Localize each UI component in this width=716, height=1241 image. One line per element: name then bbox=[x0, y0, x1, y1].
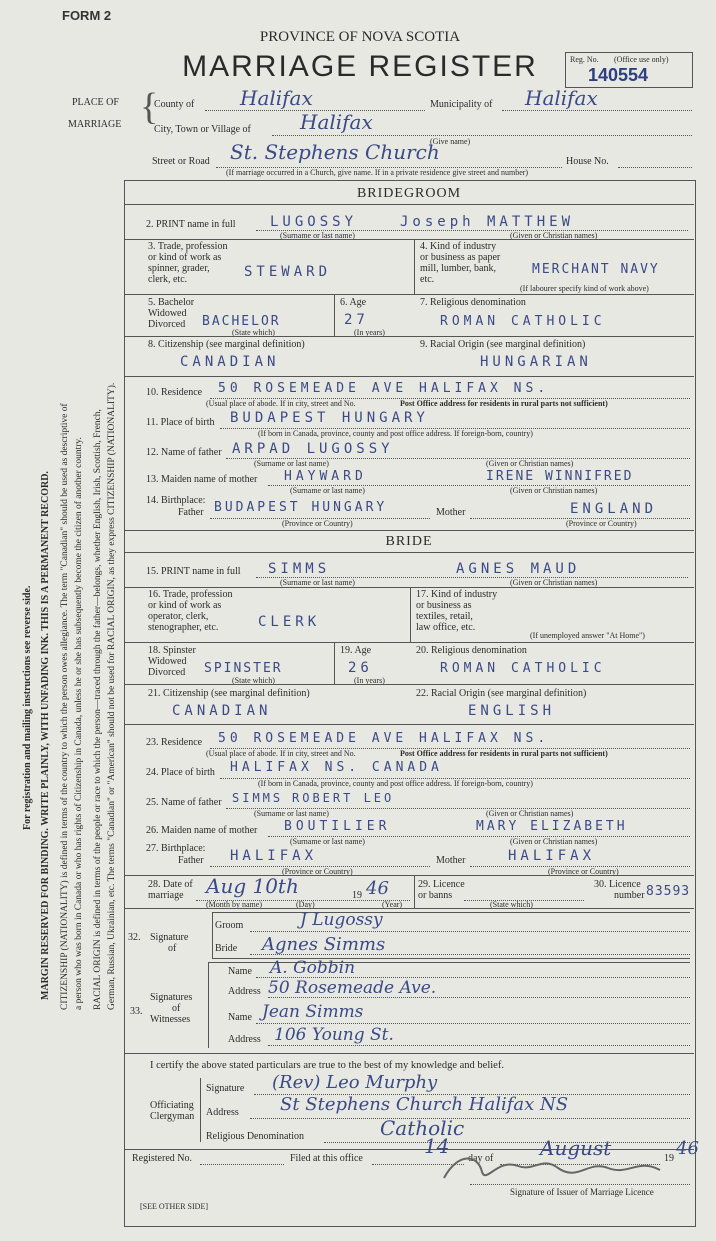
bride-trade-value: CLERK bbox=[258, 614, 321, 630]
bride-given: AGNES MAUD bbox=[456, 561, 581, 577]
groom-industry-value: MERCHANT NAVY bbox=[532, 262, 660, 277]
groom-birth-value: BUDAPEST HUNGARY bbox=[230, 410, 429, 426]
bride-residence-caption: (Usual place of abode. If in city, street and No. bbox=[206, 749, 356, 758]
date-label: 28. Date of bbox=[148, 879, 193, 890]
groom-surname-caption: (Surname or last name) bbox=[280, 231, 355, 240]
groom-residence-caption-b: Post Office address for residents in rural parts not sufficient) bbox=[400, 399, 608, 408]
groom-birth-caption: (If born in Canada, province, county and post office address. If foreign-born, country) bbox=[258, 429, 533, 438]
bride-birth-value: HALIFAX NS. CANADA bbox=[230, 760, 443, 775]
bride-bp-caption-m: (Province or Country) bbox=[548, 867, 619, 876]
margin-line-4: a person who was born in Canada or who has rights of Citizenship in Canada, unless he or she has subsequently become the citizen of another country. bbox=[74, 437, 84, 1010]
margin-line-1: For registration and mailing instructions see reverse side. bbox=[22, 585, 33, 830]
groom-signature: J Lugossy bbox=[300, 910, 383, 930]
groom-mother-caption-s: (Surname or last name) bbox=[290, 486, 365, 495]
municipality-label: Municipality of bbox=[430, 99, 493, 110]
groom-industry-label: 4. Kind of industry or business as paper mill, lumber, bank, etc. bbox=[420, 241, 501, 285]
bride-father-surname: SIMMS bbox=[232, 791, 284, 805]
groom-age-value: 27 bbox=[344, 312, 369, 328]
margin-line-2: MARGIN RESERVED FOR BINDING. WRITE PLAINLY, WITH UNFADING INK. THIS IS A PERMANENT RECORD. bbox=[40, 471, 51, 1000]
w1-address: 50 Rosemeade Ave. bbox=[268, 978, 437, 998]
groom-age-caption: (In years) bbox=[354, 328, 385, 337]
groom-racial-value: HUNGARIAN bbox=[480, 354, 592, 370]
w2-name: Jean Simms bbox=[262, 1002, 364, 1022]
wit-label-3: Witnesses bbox=[150, 1014, 191, 1025]
bride-signature: Agnes Simms bbox=[262, 934, 386, 955]
groom-industry-note: (If labourer specify kind of work above) bbox=[520, 284, 649, 293]
wit-label-2: of bbox=[172, 1003, 181, 1014]
w1-name: A. Gobbin bbox=[270, 958, 356, 978]
groom-trade-value: STEWARD bbox=[244, 264, 332, 280]
bride-bp-father: HALIFAX bbox=[230, 848, 318, 864]
clergy-address: St Stephens Church Halifax NS bbox=[280, 1094, 569, 1115]
groom-status-label: 5. Bachelor Widowed Divorced bbox=[148, 297, 195, 330]
w2-name-label: Name bbox=[228, 1012, 252, 1023]
registered-year-prefix: 19 bbox=[664, 1153, 674, 1164]
groom-status-value: BACHELOR bbox=[202, 314, 281, 329]
street-note: (If marriage occurred in a Church, give name. If in a private residence give street and number) bbox=[226, 168, 529, 177]
reg-label: Reg. No. bbox=[570, 55, 599, 64]
bride-bp-mother: HALIFAX bbox=[508, 848, 596, 864]
bride-residence-value: 50 ROSEMEADE AVE HALIFAX NS. bbox=[218, 731, 550, 746]
wit-number: 33. bbox=[130, 1006, 143, 1017]
groom-bp-caption-m: (Province or Country) bbox=[566, 519, 637, 528]
bride-status-label: 18. Spinster Widowed Divorced bbox=[148, 645, 196, 678]
bridegroom-heading: BRIDEGROOM bbox=[356, 186, 462, 201]
bride-status-value: SPINSTER bbox=[204, 661, 283, 676]
bride-citizenship-label: 21. Citizenship (see marginal definition) bbox=[148, 688, 310, 699]
clergy-denomination: Catholic bbox=[380, 1116, 465, 1140]
licence-number-label-2: number bbox=[614, 890, 645, 901]
street-value: St. Stephens Church bbox=[230, 140, 440, 164]
issuer-signature-caption: Signature of Issuer of Marriage Licence bbox=[510, 1187, 654, 1197]
province-heading: PROVINCE OF NOVA SCOTIA bbox=[259, 29, 461, 45]
groom-bp-caption-f: (Province or Country) bbox=[282, 519, 353, 528]
groom-age-label: 6. Age bbox=[340, 297, 367, 308]
groom-racial-label: 9. Racial Origin (see marginal definition) bbox=[420, 339, 586, 350]
sig-number: 32. bbox=[128, 932, 141, 943]
margin-line-3: CITIZENSHIP (NATIONALITY) is defined in terms of the country to which the person owes allegiance. The term "Canadian" should be used as descriptive of bbox=[60, 403, 70, 1010]
bride-bp-caption-f: (Province or Country) bbox=[282, 867, 353, 876]
bride-birthplace-label: 27. Birthplace: bbox=[146, 843, 206, 854]
date-year-prefix: 19 bbox=[352, 890, 362, 901]
bride-religion-label: 20. Religious denomination bbox=[416, 645, 527, 656]
groom-mother-caption-g: (Given or Christian names) bbox=[510, 486, 598, 495]
groom-given-caption: (Given or Christian names) bbox=[510, 231, 598, 240]
bride-age-caption: (In years) bbox=[354, 676, 385, 685]
bride-mother-label: 26. Maiden name of mother bbox=[146, 825, 258, 836]
brace: { bbox=[140, 86, 159, 128]
clergy-denomination-label: Religious Denomination bbox=[206, 1131, 305, 1142]
see-other-side: [SEE OTHER SIDE] bbox=[140, 1202, 208, 1211]
city-label: City, Town or Village of bbox=[154, 124, 251, 135]
groom-trade-label: 3. Trade, profession or kind of work as spinner, grader, clerk, etc. bbox=[148, 241, 228, 285]
reg-office-note: (Office use only) bbox=[614, 55, 669, 64]
bride-surname: SIMMS bbox=[268, 561, 331, 577]
groom-surname: LUGOSSY bbox=[270, 214, 358, 230]
groom-given: Joseph MATTHEW bbox=[400, 214, 575, 230]
filed-label: Filed at this office bbox=[290, 1153, 363, 1164]
w2-address: 106 Young St. bbox=[274, 1025, 394, 1045]
groom-mother-label: 13. Maiden name of mother bbox=[146, 474, 258, 485]
w1-address-label: Address bbox=[228, 986, 261, 997]
groom-mother-given: IRENE WINNIFRED bbox=[486, 469, 634, 484]
bride-age-value: 26 bbox=[348, 660, 373, 676]
groom-mother-surname: HAYWARD bbox=[284, 469, 367, 484]
bride-status-caption: (State which) bbox=[232, 676, 275, 685]
bride-father-caption-s: (Surname or last name) bbox=[254, 809, 329, 818]
bride-residence-label: 23. Residence bbox=[146, 737, 203, 748]
groom-birthplace-label: 14. Birthplace: bbox=[146, 495, 206, 506]
groom-residence-caption: (Usual place of abode. If in city, street and No. bbox=[206, 399, 356, 408]
street-label: Street or Road bbox=[152, 156, 210, 167]
groom-citizenship-value: CANADIAN bbox=[180, 354, 280, 370]
bride-sig-label: Bride bbox=[215, 943, 238, 954]
bride-citizenship-value: CANADIAN bbox=[172, 703, 272, 719]
licence-label: 29. Licence bbox=[418, 879, 465, 890]
bride-father-label: 25. Name of father bbox=[146, 797, 222, 808]
groom-father-caption-g: (Given or Christian names) bbox=[486, 459, 574, 468]
bride-mother-surname: BOUTILIER bbox=[284, 819, 391, 834]
margin-line-6: German, Russian, Ukrainian, etc. The terms "Canadian" or "American" should not be used for RACIAL ORIGIN, as they express CITIZENSHIP (NATIONALITY). bbox=[107, 382, 117, 1010]
date-value: Aug 10th bbox=[206, 874, 299, 898]
registered-day-label: day of bbox=[468, 1153, 494, 1164]
groom-religion-value: ROMAN CATHOLIC bbox=[440, 314, 606, 329]
groom-religion-label: 7. Religious denomination bbox=[420, 297, 526, 308]
date-month-caption: (Month by name) bbox=[206, 900, 262, 909]
bride-bp-mother-label: Mother bbox=[436, 855, 466, 866]
sig-label: Signature bbox=[150, 932, 189, 943]
bride-father-caption-g: (Given or Christian names) bbox=[486, 809, 574, 818]
bride-religion-value: ROMAN CATHOLIC bbox=[440, 661, 606, 676]
margin-line-5: RACIAL ORIGIN is defined in terms of the people or race to which the person—traced through the father—belongs, whether English, Irish, Scottish, French, bbox=[93, 409, 103, 1010]
groom-residence-label: 10. Residence bbox=[146, 387, 203, 398]
sig-label-2: of bbox=[168, 943, 177, 954]
bride-given-caption: (Given or Christian names) bbox=[510, 578, 598, 587]
registered-month: August bbox=[540, 1136, 612, 1160]
bride-racial-value: ENGLISH bbox=[468, 703, 556, 719]
licence-number-label: 30. Licence bbox=[594, 879, 641, 890]
issuer-signature-scribble bbox=[438, 1148, 688, 1186]
page-title: MARRIAGE REGISTER bbox=[182, 50, 538, 83]
date-day-caption: (Day) bbox=[296, 900, 315, 909]
groom-status-caption: (State which) bbox=[232, 328, 275, 337]
certify-statement: I certify the above stated particulars are true to the best of my knowledge and belief. bbox=[150, 1060, 504, 1071]
bride-mother-caption-s: (Surname or last name) bbox=[290, 837, 365, 846]
groom-name-label: 2. PRINT name in full bbox=[146, 219, 236, 230]
house-label: House No. bbox=[566, 156, 609, 167]
clergy-signature: (Rev) Leo Murphy bbox=[272, 1072, 438, 1093]
groom-bp-father-label: Father bbox=[178, 507, 204, 518]
bride-racial-label: 22. Racial Origin (see marginal definition) bbox=[416, 688, 587, 699]
place-of-label: PLACE OF bbox=[72, 97, 119, 108]
municipality-value: Halifax bbox=[525, 86, 598, 110]
clergy-label: Officiating bbox=[150, 1100, 194, 1111]
bride-heading: BRIDE bbox=[385, 534, 433, 549]
reg-number: 140554 bbox=[588, 65, 649, 85]
licence-number: 83593 bbox=[646, 884, 691, 899]
licence-label-2: or banns bbox=[418, 890, 453, 901]
date-year-caption: (Year) bbox=[382, 900, 403, 909]
registered-day: 14 bbox=[424, 1134, 450, 1158]
date-label-2: marriage bbox=[148, 890, 184, 901]
registered-year: 46 bbox=[676, 1138, 699, 1159]
groom-bp-father: BUDAPEST HUNGARY bbox=[214, 500, 388, 515]
bride-name-label: 15. PRINT name in full bbox=[146, 566, 241, 577]
groom-bp-mother: ENGLAND bbox=[570, 501, 658, 517]
clergy-address-label: Address bbox=[206, 1107, 239, 1118]
groom-residence-value: 50 ROSEMEADE AVE HALIFAX NS. bbox=[218, 381, 550, 396]
give-name-caption: (Give name) bbox=[430, 137, 471, 146]
reg-number-box bbox=[565, 52, 693, 88]
groom-father-name: ARPAD LUGOSSY bbox=[232, 441, 394, 457]
w1-name-label: Name bbox=[228, 966, 252, 977]
bride-trade-label: 16. Trade, profession or kind of work as operator, clerk, stenographer, etc. bbox=[148, 589, 233, 633]
w2-address-label: Address bbox=[228, 1034, 261, 1045]
groom-birth-label: 11. Place of birth bbox=[146, 417, 215, 428]
groom-father-label: 12. Name of father bbox=[146, 447, 222, 458]
county-label: County of bbox=[154, 99, 195, 110]
county-value: Halifax bbox=[240, 86, 313, 110]
bride-surname-caption: (Surname or last name) bbox=[280, 578, 355, 587]
bride-residence-caption-b: Post Office address for residents in rural parts not sufficient) bbox=[400, 749, 608, 758]
clergy-signature-label: Signature bbox=[206, 1083, 245, 1094]
city-value: Halifax bbox=[300, 110, 373, 134]
groom-bp-mother-label: Mother bbox=[436, 507, 466, 518]
wit-label: Signatures bbox=[150, 992, 193, 1003]
bride-birth-caption: (If born in Canada, province, county and post office address. If foreign-born, country) bbox=[258, 779, 533, 788]
groom-sig-label: Groom bbox=[215, 920, 244, 931]
form-label: FORM 2 bbox=[62, 8, 112, 23]
groom-father-caption-s: (Surname or last name) bbox=[254, 459, 329, 468]
marriage-label: MARRIAGE bbox=[68, 119, 122, 130]
registered-label: Registered No. bbox=[132, 1153, 192, 1164]
bride-age-label: 19. Age bbox=[340, 645, 372, 656]
bride-birth-label: 24. Place of birth bbox=[146, 767, 215, 778]
bride-industry-note: (If unemployed answer "At Home") bbox=[530, 631, 645, 640]
bride-father-given: ROBERT LEO bbox=[292, 791, 395, 805]
bride-industry-label: 17. Kind of industry or business as textiles, retail, law office, etc. bbox=[416, 589, 498, 633]
licence-caption: (State which) bbox=[490, 900, 533, 909]
bride-mother-caption-g: (Given or Christian names) bbox=[510, 837, 598, 846]
clergy-label-2: Clergyman bbox=[150, 1111, 195, 1122]
date-year-value: 46 bbox=[366, 878, 389, 899]
bride-mother-given: MARY ELIZABETH bbox=[476, 819, 628, 834]
groom-citizenship-label: 8. Citizenship (see marginal definition) bbox=[148, 339, 305, 350]
bride-bp-father-label: Father bbox=[178, 855, 204, 866]
